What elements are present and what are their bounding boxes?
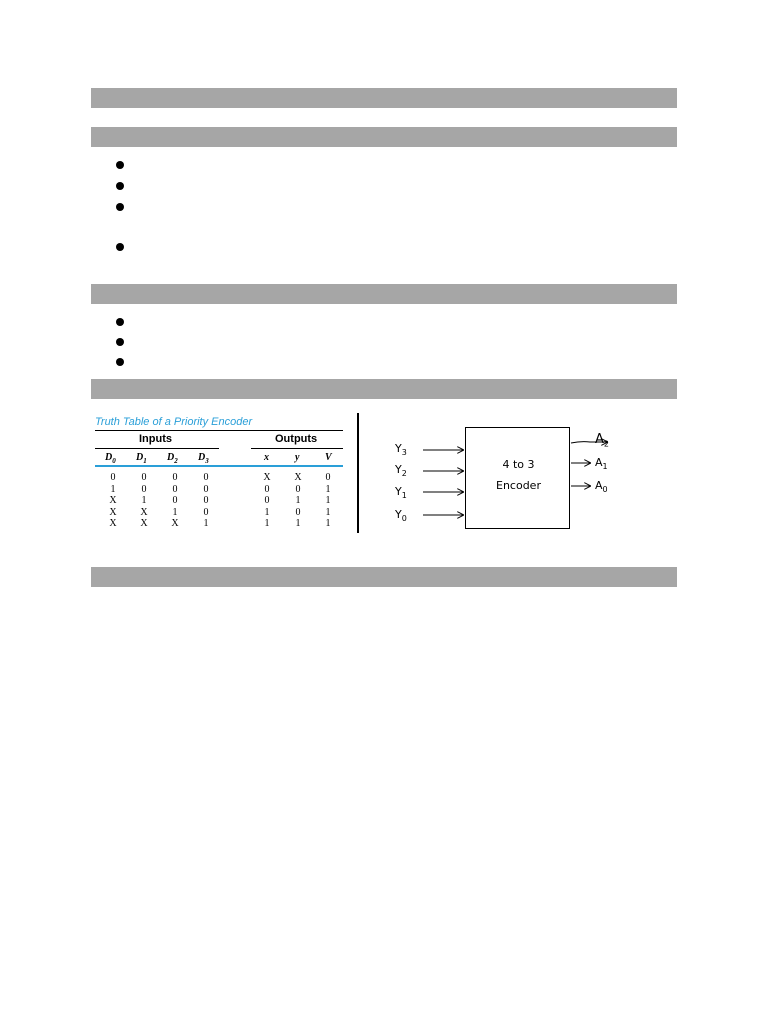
table-cell: X	[171, 518, 179, 529]
input-label-y2: $Y_2$	[395, 463, 407, 479]
table-cell: 0	[325, 472, 331, 483]
encoder-block-subtitle: Encoder	[496, 479, 541, 492]
bullet	[116, 318, 124, 326]
table-cell: 0	[141, 472, 147, 483]
bullet	[116, 338, 124, 346]
input-label-y1: $Y_1$	[395, 485, 407, 501]
table-cell: 1	[141, 495, 147, 506]
column-header-d3: $D_3$	[198, 452, 209, 465]
bullet	[116, 203, 124, 211]
table-cell: X	[109, 506, 117, 518]
output-label-a0: $A_0$	[595, 479, 608, 495]
truth-table-title: Truth Table of a Priority Encoder	[95, 416, 253, 428]
input-label-y3: $Y_3$	[395, 442, 407, 458]
section-bar-5	[91, 567, 677, 587]
table-cell: 1	[264, 506, 270, 518]
column-header-x: x	[264, 452, 269, 463]
section-bar-1	[91, 88, 677, 108]
vertical-divider	[357, 413, 359, 533]
table-cell: 1	[264, 518, 270, 529]
bullet	[116, 358, 124, 366]
column-header-d1: $D_1$	[136, 452, 147, 465]
output-label-a1: $A_1$	[595, 456, 608, 472]
truth-table-figure	[91, 412, 353, 536]
header-underline	[95, 465, 343, 467]
table-cell: 0	[141, 483, 147, 495]
bullet	[116, 161, 124, 169]
table-cell: 0	[110, 472, 116, 483]
encoder-block-title: 4 to 3	[502, 458, 535, 471]
table-cell: 1	[203, 518, 209, 529]
table-cell: X	[263, 472, 271, 483]
input-label-y0: $Y_0$	[395, 508, 407, 524]
table-top-rule	[95, 430, 343, 431]
table-cell: 0	[264, 495, 270, 506]
table-cell: 0	[172, 472, 178, 483]
outputs-group-header: Outputs	[275, 433, 318, 445]
column-header-y: y	[295, 452, 300, 463]
encoder-block	[465, 427, 570, 529]
table-cell: 1	[295, 518, 301, 529]
table-cell: 0	[203, 472, 209, 483]
table-cell: X	[109, 518, 117, 529]
table-cell: 0	[264, 483, 270, 495]
table-cell: 0	[203, 495, 209, 506]
table-cell: 1	[172, 506, 178, 518]
table-cell: 0	[172, 495, 178, 506]
section-bar-2	[91, 127, 677, 147]
outputs-group-rule	[251, 448, 343, 449]
table-cell: 1	[325, 495, 331, 506]
section-bar-3	[91, 284, 677, 304]
encoder-block-diagram	[385, 418, 645, 538]
inputs-group-rule	[95, 448, 219, 449]
table-cell: X	[109, 495, 117, 506]
inputs-group-header: Inputs	[139, 433, 172, 445]
table-cell: 1	[325, 518, 331, 529]
table-cell: 1	[110, 483, 116, 495]
bullet	[116, 243, 124, 251]
table-cell: 0	[203, 483, 209, 495]
column-header-d0: $D_0$	[105, 452, 116, 465]
table-cell: X	[294, 472, 302, 483]
table-cell: 0	[295, 483, 301, 495]
column-header-v: V	[325, 452, 332, 463]
table-cell: 0	[295, 506, 301, 518]
table-cell: X	[140, 518, 148, 529]
table-cell: X	[140, 506, 148, 518]
bullet	[116, 182, 124, 190]
output-label-a2: $A_2$	[595, 432, 609, 449]
table-cell: 0	[172, 483, 178, 495]
column-header-d2: $D_2$	[167, 452, 178, 465]
table-cell: 1	[295, 495, 301, 506]
table-cell: 1	[325, 483, 331, 495]
table-cell: 1	[325, 506, 331, 518]
table-cell: 0	[203, 506, 209, 518]
section-bar-4	[91, 379, 677, 399]
